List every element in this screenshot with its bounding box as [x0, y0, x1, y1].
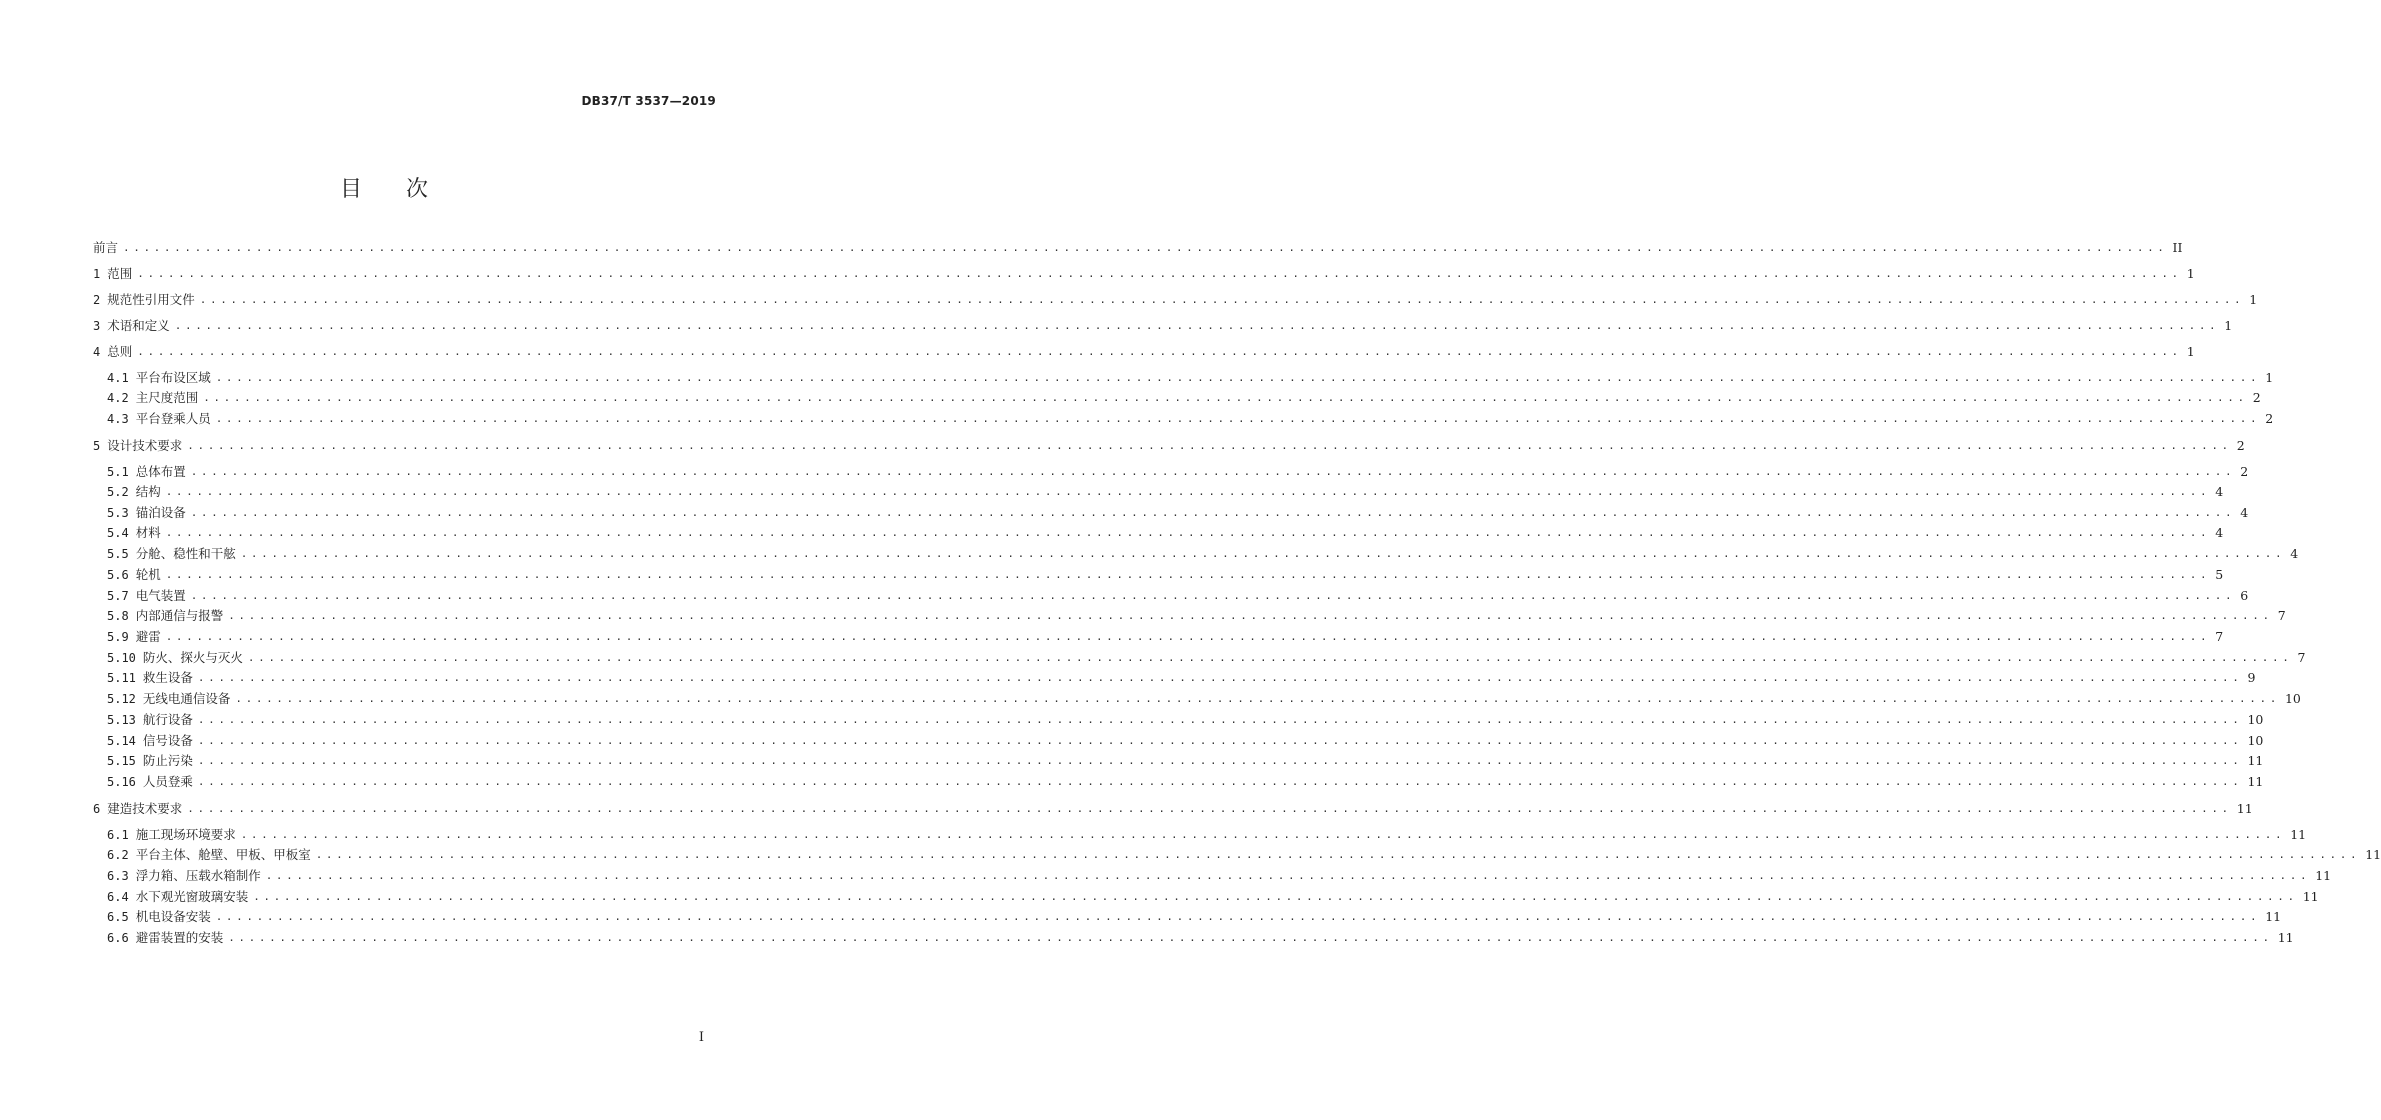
dot-leader: ........................................................................................................................................................................................................ — [235, 692, 2280, 705]
toc-entry-number: 5.2 — [107, 485, 129, 499]
dot-leader: ........................................................................................................................................................................................................ — [199, 293, 2245, 306]
toc-entry-title: 浮力箱、压载水箱制作 — [135, 868, 261, 883]
dot-leader: ........................................................................................................................................................................................................ — [137, 267, 2182, 280]
toc-entry-page: 2 — [2252, 390, 2261, 405]
toc-entry[interactable] — [107, 929, 2294, 947]
toc-entry-number: 5.3 — [107, 506, 129, 520]
toc-entry-page: 11 — [2315, 868, 2332, 883]
toc-entry-number: 6.3 — [107, 869, 129, 883]
toc-entry-number: 5.16 — [107, 775, 136, 789]
dot-leader: ........................................................................................................................................................................................................ — [228, 931, 2273, 944]
toc-entry-number: 4 — [93, 345, 101, 359]
table-of-contents — [93, 0, 2381, 1120]
toc-entry-title: 无线电通信设备 — [142, 691, 231, 706]
toc-entry-number: 5.1 — [107, 465, 129, 479]
toc-entry-page: 2 — [2236, 438, 2245, 453]
dot-leader: ........................................................................................................................................................................................................ — [174, 319, 2220, 332]
toc-entry-page: 10 — [2247, 733, 2264, 748]
toc-entry-number: 5.7 — [107, 589, 129, 603]
toc-entry-title: 前言 — [93, 240, 119, 255]
toc-entry-page: 5 — [2215, 567, 2224, 582]
toc-entry-number: 5.4 — [107, 526, 129, 540]
toc-entry[interactable] — [93, 265, 2195, 283]
dot-leader: ........................................................................................................................................................................................................ — [165, 630, 2211, 643]
toc-entry-number: 4.2 — [107, 391, 129, 405]
toc-entry-title: 范围 — [107, 266, 133, 281]
toc-entry[interactable] — [93, 800, 2253, 818]
toc-entry-number: 5.14 — [107, 734, 136, 748]
toc-entry[interactable] — [107, 908, 2282, 926]
toc-entry[interactable] — [107, 649, 2306, 667]
dot-leader: ........................................................................................................................................................................................................ — [203, 391, 2248, 404]
toc-entry[interactable] — [107, 607, 2286, 625]
page-number: I — [698, 1030, 704, 1045]
toc-entry-page: 6 — [2240, 588, 2249, 603]
toc-entry-title: 救生设备 — [142, 670, 193, 685]
dot-leader: ........................................................................................................................................................................................................ — [190, 589, 2236, 602]
dot-leader: ........................................................................................................................................................................................................ — [265, 869, 2311, 882]
toc-entry-page: 4 — [2215, 525, 2224, 540]
toc-entry-title: 总体布置 — [135, 464, 186, 479]
toc-entry-page: II — [2172, 240, 2183, 255]
toc-entry[interactable] — [107, 773, 2264, 791]
toc-entry-number: 2 — [93, 293, 101, 307]
dot-leader: ........................................................................................................................................................................................................ — [197, 734, 2243, 747]
toc-entry-page: 7 — [2297, 650, 2306, 665]
toc-entry-page: 11 — [2302, 889, 2319, 904]
toc-entry-title: 规范性引用文件 — [107, 292, 195, 307]
toc-entry-title: 平台主体、舱壁、甲板、甲板室 — [135, 847, 311, 862]
toc-entry[interactable] — [93, 343, 2195, 361]
toc-entry-number: 5.13 — [107, 713, 136, 727]
toc-entry[interactable] — [107, 504, 2249, 522]
toc-entry-number: 5.10 — [107, 651, 136, 665]
toc-entry-page: 1 — [2186, 344, 2195, 359]
toc-entry-page: 1 — [2249, 292, 2258, 307]
toc-entry-page: 11 — [2265, 909, 2282, 924]
toc-entry-page: 4 — [2290, 546, 2299, 561]
toc-entry[interactable] — [107, 669, 2256, 687]
toc-entry-page: 10 — [2284, 691, 2301, 706]
toc-entry-number: 5.8 — [107, 609, 129, 623]
toc-entry-page: 7 — [2215, 629, 2224, 644]
toc-entry-title: 设计技术要求 — [107, 438, 183, 453]
toc-entry-number: 3 — [93, 319, 101, 333]
toc-entry-title: 水下观光窗玻璃安装 — [135, 889, 249, 904]
dot-leader: ........................................................................................................................................................................................................ — [253, 890, 2298, 903]
dot-leader: ........................................................................................................................................................................................................ — [197, 671, 2243, 684]
dot-leader: ........................................................................................................................................................................................................ — [215, 371, 2261, 384]
toc-entry-page: 1 — [2224, 318, 2233, 333]
toc-entry-number: 5.6 — [107, 568, 129, 582]
dot-leader: ........................................................................................................................................................................................................ — [165, 526, 2211, 539]
toc-entry-page: 11 — [2290, 827, 2307, 842]
toc-entry-title: 平台布设区域 — [135, 370, 211, 385]
toc-entry-number: 6.1 — [107, 828, 129, 842]
dot-leader: ........................................................................................................................................................................................................ — [187, 802, 2232, 815]
toc-entry-number: 5.9 — [107, 630, 129, 644]
dot-leader: ........................................................................................................................................................................................................ — [190, 506, 2236, 519]
toc-entry-title: 信号设备 — [142, 733, 193, 748]
toc-entry-number: 4.1 — [107, 371, 129, 385]
toc-entry[interactable] — [107, 690, 2301, 708]
toc-entry[interactable] — [107, 587, 2249, 605]
toc-entry[interactable] — [107, 846, 2381, 864]
toc-entry-title: 结构 — [135, 484, 161, 499]
toc-entry-page: 11 — [2365, 847, 2381, 862]
toc-entry-page: 1 — [2186, 266, 2195, 281]
toc-entry[interactable] — [107, 566, 2224, 584]
dot-leader: ........................................................................................................................................................................................................ — [215, 412, 2261, 425]
toc-entry-number: 5.12 — [107, 692, 136, 706]
toc-entry[interactable] — [107, 369, 2274, 387]
toc-entry-number: 6.4 — [107, 890, 129, 904]
toc-entry-page: 11 — [2236, 801, 2253, 816]
dot-leader: ........................................................................................................................................................................................................ — [187, 439, 2232, 452]
toc-entry[interactable] — [93, 437, 2245, 455]
dot-leader: ........................................................................................................................................................................................................ — [123, 241, 2168, 254]
toc-entry-page: 1 — [2265, 370, 2274, 385]
toc-entry-title: 避雷 — [135, 629, 161, 644]
toc-entry-title: 建造技术要求 — [107, 801, 183, 816]
toc-entry-title: 施工现场环境要求 — [135, 827, 236, 842]
toc-entry-title: 材料 — [135, 525, 161, 540]
dot-leader: ........................................................................................................................................................................................................ — [197, 713, 2243, 726]
dot-leader: ........................................................................................................................................................................................................ — [315, 848, 2361, 861]
toc-entry-page: 11 — [2247, 774, 2264, 789]
dot-leader: ........................................................................................................................................................................................................ — [240, 547, 2286, 560]
dot-leader: ........................................................................................................................................................................................................ — [190, 465, 2236, 478]
toc-entry[interactable] — [107, 711, 2264, 729]
toc-entry-number: 5 — [93, 439, 101, 453]
dot-leader: ........................................................................................................................................................................................................ — [137, 345, 2182, 358]
toc-entry-title: 内部通信与报警 — [135, 608, 224, 623]
dot-leader: ........................................................................................................................................................................................................ — [215, 910, 2261, 923]
toc-entry-number: 6 — [93, 802, 101, 816]
toc-entry[interactable] — [93, 317, 2233, 335]
toc-entry[interactable] — [107, 389, 2261, 407]
dot-leader: ........................................................................................................................................................................................................ — [247, 651, 2293, 664]
toc-entry-number: 1 — [93, 267, 101, 281]
toc-entry-title: 分舱、稳性和干舷 — [135, 546, 236, 561]
toc-entry-number: 5.11 — [107, 671, 136, 685]
toc-entry-title: 主尺度范围 — [135, 390, 199, 405]
toc-entry-page: 4 — [2240, 505, 2249, 520]
page-title: 目次 — [339, 177, 472, 202]
toc-entry-title: 人员登乘 — [142, 774, 193, 789]
toc-entry[interactable] — [107, 545, 2299, 563]
toc-entry-title: 锚泊设备 — [135, 505, 186, 520]
toc-entry-page: 10 — [2247, 712, 2264, 727]
dot-leader: ........................................................................................................................................................................................................ — [165, 568, 2211, 581]
toc-entry-title: 机电设备安装 — [135, 909, 211, 924]
toc-entry-number: 5.15 — [107, 754, 136, 768]
toc-entry-page: 7 — [2277, 608, 2286, 623]
toc-entry[interactable] — [107, 463, 2249, 481]
toc-entry-number: 4.3 — [107, 412, 129, 426]
toc-entry[interactable] — [107, 628, 2224, 646]
toc-entry[interactable] — [107, 483, 2224, 501]
toc-entry-title: 防止污染 — [142, 753, 193, 768]
toc-entry-page: 11 — [2247, 753, 2264, 768]
toc-entry-page: 9 — [2247, 670, 2256, 685]
dot-leader: ........................................................................................................................................................................................................ — [165, 485, 2211, 498]
toc-entry-title: 平台登乘人员 — [135, 411, 211, 426]
toc-entry-title: 术语和定义 — [107, 318, 170, 333]
toc-entry[interactable] — [107, 752, 2264, 770]
toc-entry-title: 电气装置 — [135, 588, 186, 603]
toc-entry-title: 防火、探火与灭火 — [142, 650, 243, 665]
toc-entry[interactable] — [107, 524, 2224, 542]
toc-entry[interactable] — [107, 888, 2319, 906]
toc-entry-page: 11 — [2277, 930, 2294, 945]
toc-entry[interactable] — [107, 826, 2307, 844]
toc-entry[interactable] — [107, 410, 2274, 428]
toc-entry-page: 4 — [2215, 484, 2224, 499]
toc-entry-title: 总则 — [107, 344, 133, 359]
toc-entry-number: 5.5 — [107, 547, 129, 561]
dot-leader: ........................................................................................................................................................................................................ — [228, 609, 2273, 622]
toc-entry-title: 航行设备 — [142, 712, 193, 727]
toc-entry-page: 2 — [2265, 411, 2274, 426]
standard-code: DB37/T 3537—2019 — [581, 94, 716, 108]
toc-entry[interactable] — [107, 732, 2264, 750]
toc-entry-number: 6.5 — [107, 910, 129, 924]
toc-entry[interactable] — [93, 239, 2183, 257]
toc-entry-number: 6.2 — [107, 848, 129, 862]
toc-entry-page: 2 — [2240, 464, 2249, 479]
toc-entry[interactable] — [107, 867, 2332, 885]
toc-entry-title: 轮机 — [135, 567, 161, 582]
toc-entry-title: 避雷装置的安装 — [135, 930, 224, 945]
toc-entry-number: 6.6 — [107, 931, 129, 945]
toc-entry[interactable] — [93, 291, 2258, 309]
dot-leader: ........................................................................................................................................................................................................ — [197, 754, 2243, 767]
dot-leader: ........................................................................................................................................................................................................ — [197, 775, 2243, 788]
dot-leader: ........................................................................................................................................................................................................ — [240, 828, 2286, 841]
